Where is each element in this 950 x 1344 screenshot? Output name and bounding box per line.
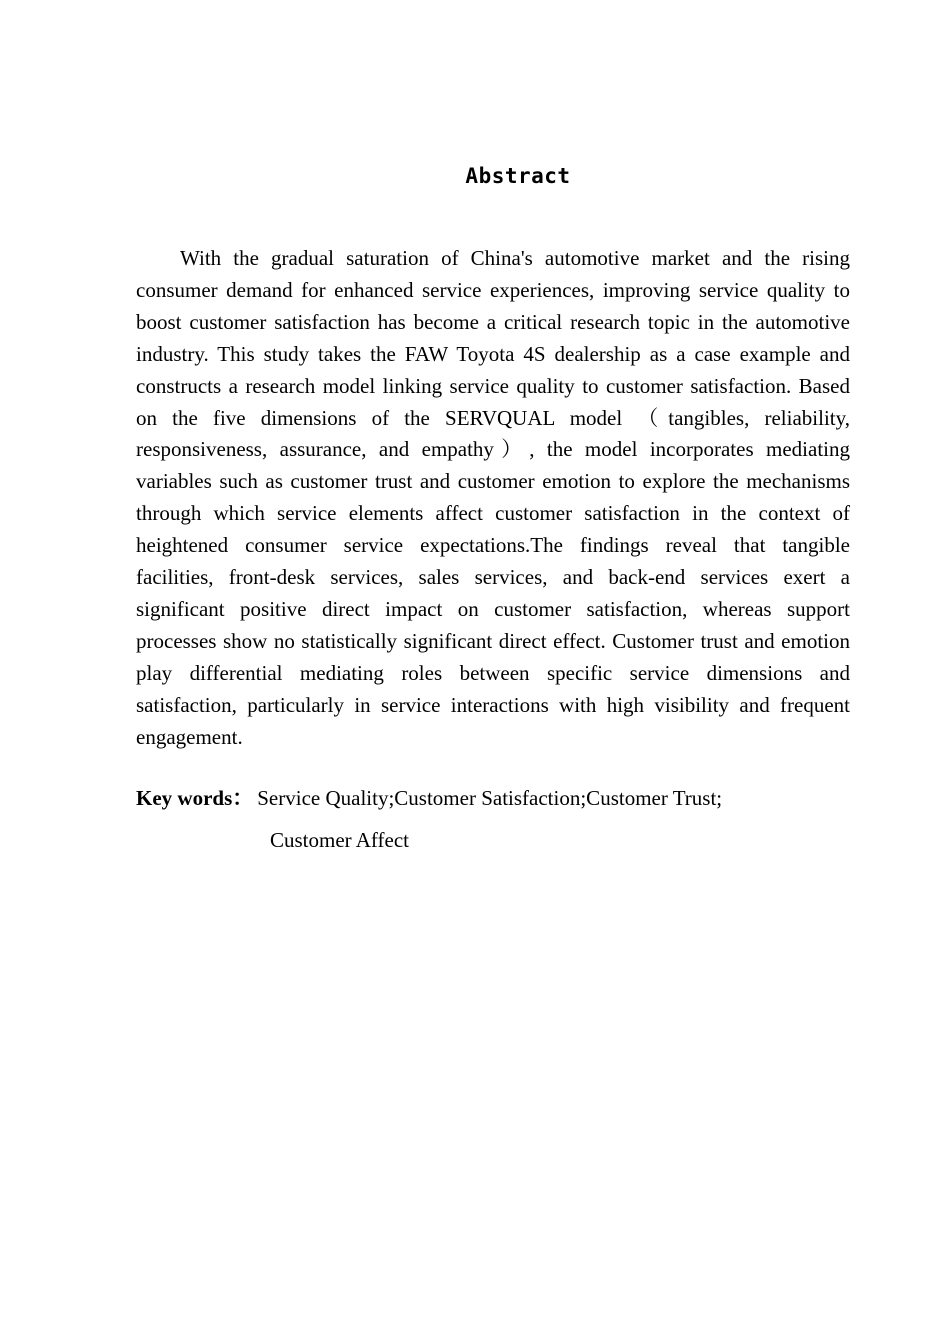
keywords-section [136, 782, 850, 852]
keywords-line-1 [136, 782, 850, 814]
keywords-separator: ： [232, 786, 254, 810]
abstract-body: With the gradual saturation of China's automotive market and the rising consumer demand for enhanced service experiences, improving service quality to boost customer satisfaction has become a critical research topic in the automotive industry. This study takes the FAW Toyota 4S dealership as a case example and constructs a research model linking service quality to customer satisfaction. Based on the five dimensions of the SERVQUAL model （tangibles, reliability, responsiveness, assurance, and empathy）, the model incorporates mediating variables such as customer trust and customer emotion to explore the mechanisms through which service elements affect customer satisfaction in the context of heightened consumer service expectations.The findings reveal that tangible facilities, front-desk services, sales services, and back-end services exert a significant positive direct impact on customer satisfaction, whereas support processes show no statistically significant direct effect. Customer trust and emotion play differential mediating roles between specific service dimensions and satisfaction, particularly in service interactions with high visibility and frequent engagement. [136, 246, 850, 749]
abstract-title: Abstract [465, 164, 571, 188]
keywords-label: Key words [136, 786, 233, 810]
keywords-list-line-2: Customer Affect [270, 828, 410, 852]
keywords-list-line-1: Service Quality;Customer Satisfaction;Customer Trust; [257, 786, 723, 810]
